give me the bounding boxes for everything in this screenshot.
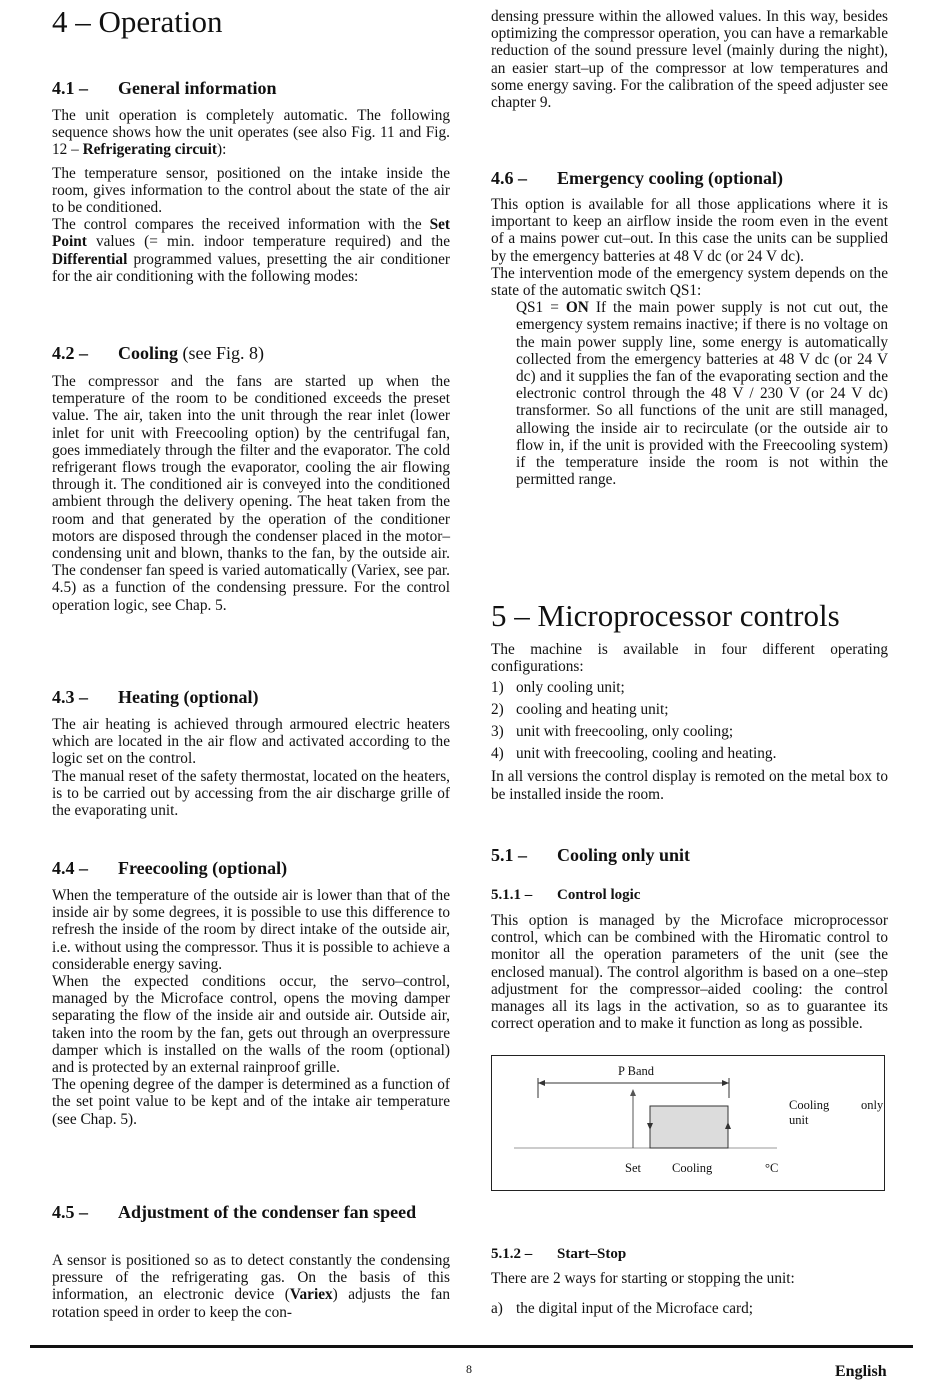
control-logic-figure — [491, 1055, 885, 1191]
section-4-1-body — [52, 107, 450, 285]
p-band-label: P Band — [618, 1064, 654, 1078]
section-number: 4.4 – — [52, 858, 88, 878]
band-arrow-right — [722, 1080, 729, 1086]
paragraph: The opening degree of the damper is determined as a function of the set point value to be kept and of the intake air temperature (see Chap. 5). — [52, 1076, 450, 1128]
list-item: 1) only cooling unit; — [491, 679, 625, 697]
paragraph: The temperature sensor, positioned on the intake inside the room, gives information to the control about the state of the air to be conditioned. — [52, 164, 450, 217]
set-label: Set — [625, 1161, 641, 1175]
section-4-4-body — [52, 887, 450, 1128]
section-title: Heating (optional) — [118, 687, 259, 707]
paragraph: The manual reset of the safety thermostat, located on the heaters, is to be carried out by accessing from the air discharge grille of the evaporating unit. — [52, 767, 450, 820]
paragraph: The control compares the received information with the Set Point values (= min. indoor temperature required) and the Differential programmed values, presetting the air conditioner for the air conditioning with the following modes: — [52, 216, 450, 285]
figure-reference: (see Fig. 8) — [178, 343, 264, 363]
list-item: 3) unit with freecooling, only cooling; — [491, 723, 734, 741]
paragraph: This option is available for all those applications where it is important to keep an airflow inside the room even in the event of a mains power cut–out. In this case the units can be supplied by the emergency batteries at 48 V dc (or 24 V dc). — [491, 196, 888, 265]
section-5-1-heading — [491, 845, 690, 866]
section-5-1-2-body — [491, 1270, 888, 1320]
continued-paragraph — [491, 8, 888, 111]
list-item: a) the digital input of the Microface card; — [491, 1300, 754, 1317]
page-number: 8 — [466, 1362, 472, 1376]
section-title: Cooling only unit — [557, 845, 691, 865]
section-5-1-2-heading — [491, 1245, 626, 1263]
section-number: 4.6 – — [491, 168, 527, 188]
section-number: 5.1 – — [491, 845, 527, 865]
paragraph: densing pressure within the allowed values. In this way, besides optimizing the compressor operation, you can have a remarkable reduction of the sound pressure level (mainly during the night), an easier start–up of the compressor at low temperatures and some energy saving. For the calibration of the speed adjuster see chapter 9. — [491, 8, 888, 112]
configuration-list — [491, 677, 888, 765]
paragraph: The compressor and the fans are started up when the temperature of the room to be conditioned exceeds the preset value. The air, taken into the unit through the rear inlet (lower inlet for unit with Freecooling option) by the centrifugal fan, goes immediately through the filter and the evaporator. The cold refrigerant flows trough the evaporator, cooling the air flowing through it. The conditioned air is conveyed into the conditioned ambient through the delivery opening. The heat taken from the room and that generated by the operation of the conditioner motors are disposed through the condenser placed in the motor–condensing unit and blown, thanks to the fan, by the outside air. The condenser fan speed is varied automatically (Variex, see par. 4.5) as a function of the condensing pressure. For the control operation logic, see Chap. 5. — [52, 373, 450, 614]
section-5-1-1-body — [491, 912, 888, 1032]
list-item: 2) cooling and heating unit; — [491, 701, 669, 719]
section-number: 4.2 – — [52, 343, 88, 363]
band-arrow-left — [538, 1080, 545, 1086]
section-title: General information — [118, 78, 277, 98]
section-5-1-1-heading — [491, 886, 640, 904]
legend-only: only — [861, 1098, 884, 1112]
section-title: Adjustment of the condenser fan speed — [118, 1202, 417, 1222]
section-number: 4.5 – — [52, 1202, 88, 1222]
section-number: 4.3 – — [52, 687, 88, 707]
paragraph: A sensor is positioned so as to detect constantly the condensing pressure of the refrigerating gas. On the basis of this information, an electronic device (Variex) adjusts the fan rotation speed in order to keep the con- — [52, 1252, 450, 1321]
section-4-6-heading — [491, 168, 783, 189]
section-title: Emergency cooling (optional) — [557, 168, 783, 188]
paragraph: In all versions the control display is remoted on the metal box to be installed inside the room. — [491, 768, 888, 803]
cooling-step — [650, 1106, 728, 1148]
paragraph: There are 2 ways for starting or stopping the unit: — [491, 1270, 795, 1287]
section-title: Freecooling (optional) — [118, 858, 288, 878]
section-4-6-body — [491, 196, 888, 488]
section-4-3-body — [52, 716, 450, 819]
chapter-4-title: 4 – Operation — [52, 4, 223, 39]
section-4-5-heading — [52, 1202, 450, 1223]
paragraph: The intervention mode of the emergency system depends on the state of the automatic switch QS1: — [491, 264, 888, 300]
paragraph: When the temperature of the outside air is lower than that of the inside air by some degrees, it is possible to use this difference to refresh the inside of the room by direct intake of the outside air, i.e. without using the compressor. Thus it is possible to achieve a considerable energy saving. — [52, 887, 450, 973]
section-number: 5.1.1 – — [491, 887, 533, 903]
section-4-3-heading — [52, 687, 259, 708]
section-4-2-body — [52, 373, 450, 614]
section-4-2-heading — [52, 343, 264, 364]
cooling-label: Cooling — [672, 1161, 713, 1175]
indented-paragraph: QS1 = ON If the main power supply is not cut out, the emergency system remains inactive; if there is no voltage on the main power supply line, some energy is automatically collected from the emergency batteries at 48 V dc (or 24 V dc) and it supplies the fan of the evaporating section and the electronic control through the 48 V / 230 V (or 24 V dc) transformer. So all functions of the unit are still managed, allowing the inside air to recirculate (or the outside air to flow in, if the unit is provided with the Freecooling system) if the temperature inside the room is not within the permitted range. — [516, 299, 888, 489]
legend-unit: unit — [789, 1113, 809, 1127]
paragraph: The air heating is achieved through armoured electric heaters which are located in the air flow and activated according to the logic set on the control. — [52, 716, 450, 768]
paragraph: This option is managed by the Microface microprocessor control, which can be combined with the Hiromatic control to monitor all the operation parameters of the unit (see the enclosed manual). The control algorithm is based on a one–step adjustment for the compressor–aided cooling: the control manages all its lags in the activation, so as to guarantee its correct operation and to make it function as long as possible. — [491, 912, 888, 1033]
section-4-5-body — [52, 1252, 450, 1321]
list-item: 4) unit with freecooling, cooling and heating. — [491, 745, 777, 763]
paragraph: When the expected conditions occur, the servo–control, managed by the Microface control, opens the moving damper separating the flow of the inside air and outside air. Outside air, taken into the room by the fan, gets out through an overpressure damper which is installed on the walls of the room (optional) and is protected by an external rainproof grille. — [52, 973, 450, 1077]
section-number: 5.1.2 – — [491, 1246, 533, 1262]
section-number: 4.1 – — [52, 78, 88, 98]
legend-cooling: Cooling — [789, 1098, 830, 1112]
paragraph: The unit operation is completely automatic. The following sequence shows how the unit operates (see also Fig. 11 and Fig. 12 – Refrigerating circuit): — [52, 107, 450, 159]
section-4-1-heading — [52, 78, 276, 99]
chapter-5-body — [491, 641, 888, 803]
set-point-arrow — [630, 1089, 636, 1096]
section-title: Cooling — [118, 343, 179, 363]
language-label: English — [835, 1363, 887, 1380]
section-4-4-heading — [52, 858, 287, 879]
footer-rule — [30, 1345, 913, 1348]
section-title: Start–Stop — [557, 1246, 627, 1262]
paragraph: The machine is available in four different operating configurations: — [491, 641, 888, 676]
section-title: Control logic — [557, 887, 641, 903]
unit-label: °C — [765, 1161, 779, 1175]
chapter-5-title: 5 – Microprocessor controls — [491, 598, 840, 633]
